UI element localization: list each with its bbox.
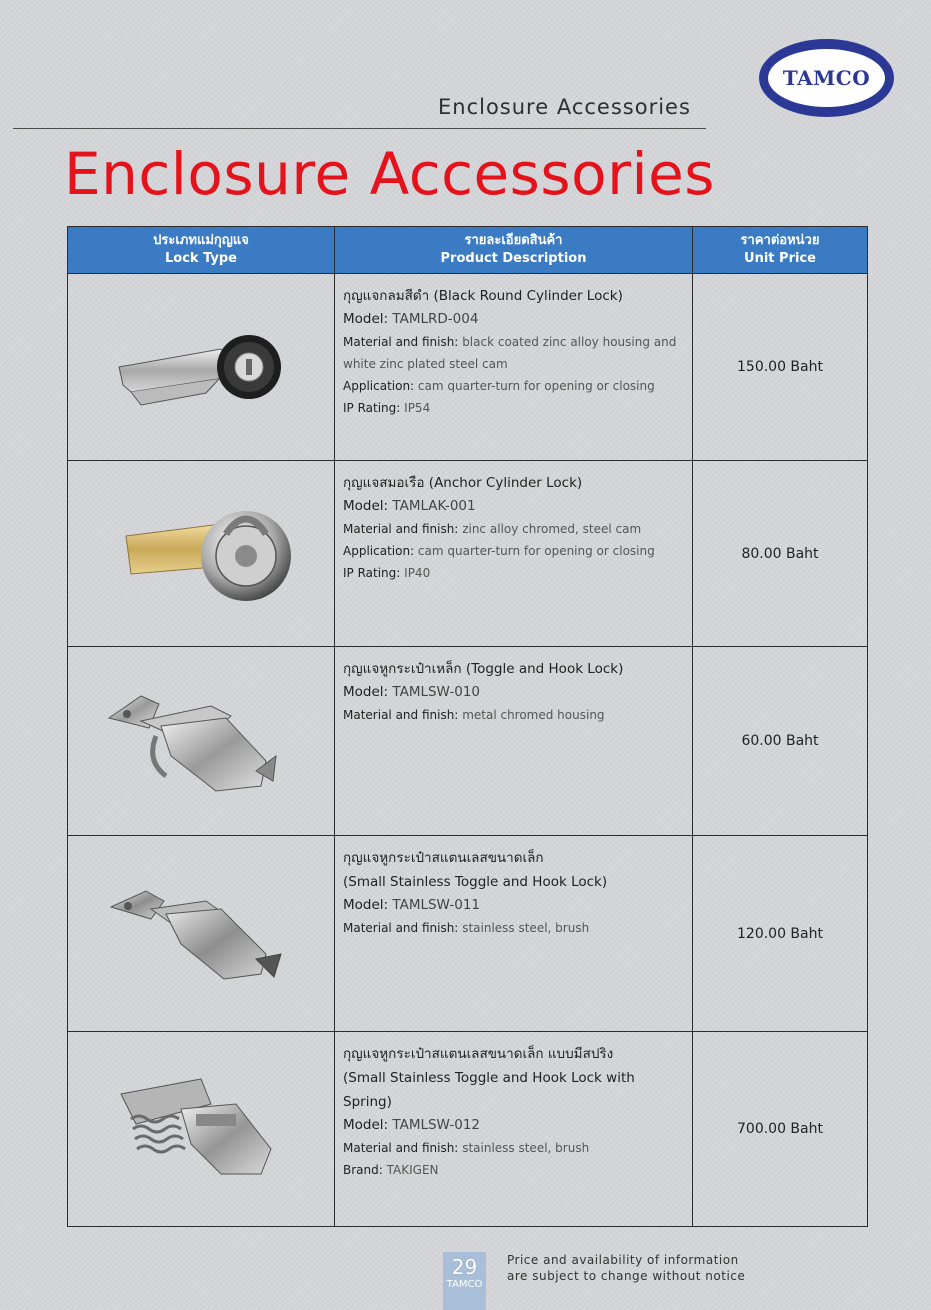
page-number-tab [443, 1252, 486, 1310]
spec-line [343, 353, 684, 375]
spec-value: cam quarter-turn for opening or closing [417, 379, 655, 393]
spec-label: IP Rating: [343, 566, 401, 580]
product-title: กุญแจหูกระเป๋าเหล็ก (Toggle and Hook Lock) [343, 661, 624, 677]
model-label: Model: [343, 311, 389, 327]
product-model [343, 1114, 684, 1137]
page-number: 29 [451, 1255, 478, 1279]
small-stainless-toggle-lock-image [106, 879, 296, 989]
spec-line [343, 397, 684, 419]
column-header-en: Unit Price [744, 251, 816, 266]
table-row [68, 461, 868, 647]
spec-label: Brand: [343, 1163, 383, 1177]
model-value: TAMLSW-012 [392, 1117, 481, 1133]
product-title-english: (Small Stainless Toggle and Hook Lock with Spring) [343, 1070, 635, 1110]
spec-line [343, 917, 684, 939]
spec-line [343, 375, 684, 397]
spec-line [343, 331, 684, 353]
spec-value: metal chromed housing [462, 708, 605, 722]
product-image-cell [68, 461, 335, 647]
tamco-logo [759, 39, 894, 117]
product-title: กุญแจสมอเรือ (Anchor Cylinder Lock) [343, 475, 583, 491]
product-description-cell [335, 647, 693, 836]
model-label: Model: [343, 897, 389, 913]
product-image-cell [68, 647, 335, 836]
spec-line [343, 1159, 684, 1181]
column-header-th: ราคาต่อหน่วย [740, 233, 820, 248]
spec-value: white zinc plated steel cam [343, 357, 508, 371]
spec-line [343, 704, 684, 726]
unit-price: 60.00 Baht [693, 647, 868, 836]
product-table [67, 226, 868, 1227]
product-image-cell [68, 836, 335, 1032]
spec-value: TAKIGEN [386, 1163, 439, 1177]
column-header-th: ประเภทแม่กุญแจ [153, 233, 249, 248]
product-image-cell [68, 1032, 335, 1227]
unit-price: 150.00 Baht [693, 274, 868, 461]
column-header-price [693, 227, 868, 274]
spec-line [343, 1137, 684, 1159]
spec-line [343, 540, 684, 562]
table-row [68, 1032, 868, 1227]
product-description-cell [335, 836, 693, 1032]
anchor-cylinder-lock-image [101, 494, 301, 614]
product-title: กุญแจหูกระเป๋าสแตนเลสขนาดเล็ก แบบมีสปริง [343, 1046, 614, 1062]
product-description-cell [335, 461, 693, 647]
table-row [68, 647, 868, 836]
footer-brand: TAMCO [446, 1279, 483, 1290]
spring-toggle-lock-image [111, 1069, 291, 1189]
spec-value: IP40 [404, 566, 431, 580]
spec-value: stainless steel, brush [462, 921, 590, 935]
section-title: Enclosure Accessories [438, 95, 691, 119]
column-header-en: Lock Type [164, 251, 237, 266]
model-label: Model: [343, 1117, 389, 1133]
spec-value: stainless steel, brush [462, 1141, 590, 1155]
spec-value: cam quarter-turn for opening or closing [417, 544, 655, 558]
spec-label: IP Rating: [343, 401, 401, 415]
column-header-description [335, 227, 693, 274]
model-value: TAMLAK-001 [392, 498, 476, 514]
product-model [343, 308, 684, 331]
spec-label: Application: [343, 544, 415, 558]
footer-note-line: Price and availability of information [507, 1253, 739, 1267]
model-value: TAMLSW-011 [392, 897, 481, 913]
spec-line [343, 562, 684, 584]
toggle-hook-lock-image [101, 676, 301, 806]
black-round-cylinder-lock-image [101, 307, 301, 427]
product-title-english: (Small Stainless Toggle and Hook Lock) [343, 874, 608, 890]
model-label: Model: [343, 498, 389, 514]
logo-text: TAMCO [768, 49, 885, 107]
spec-label: Material and finish: [343, 522, 459, 536]
product-model [343, 681, 684, 704]
spec-value: IP54 [404, 401, 431, 415]
unit-price: 700.00 Baht [693, 1032, 868, 1227]
table-row [68, 274, 868, 461]
spec-label: Material and finish: [343, 921, 459, 935]
model-value: TAMLRD-004 [392, 311, 479, 327]
header-divider [13, 128, 706, 129]
product-title: กุญแจหูกระเป๋าสแตนเลสขนาดเล็ก [343, 850, 544, 866]
product-description-cell [335, 1032, 693, 1227]
product-description-cell [335, 274, 693, 461]
product-title: กุญแจกลมสีดำ (Black Round Cylinder Lock) [343, 288, 623, 304]
spec-value: zinc alloy chromed, steel cam [462, 522, 642, 536]
column-header-en: Product Description [440, 251, 587, 266]
product-model [343, 894, 684, 917]
model-value: TAMLSW-010 [392, 684, 481, 700]
product-model [343, 495, 684, 518]
spec-value: black coated zinc alloy housing and [462, 335, 677, 349]
table-header-row [68, 227, 868, 274]
column-header-th: รายละเอียดสินค้า [464, 233, 563, 248]
spec-label: Material and finish: [343, 708, 459, 722]
spec-label: Application: [343, 379, 415, 393]
spec-line [343, 518, 684, 540]
footer-note-line: are subject to change without notice [507, 1269, 746, 1283]
model-label: Model: [343, 684, 389, 700]
column-header-lock-type [68, 227, 335, 274]
spec-label: Material and finish: [343, 335, 459, 349]
spec-label: Material and finish: [343, 1141, 459, 1155]
page-title: Enclosure Accessories [64, 140, 715, 208]
footer-note [507, 1252, 745, 1284]
table-row [68, 836, 868, 1032]
unit-price: 120.00 Baht [693, 836, 868, 1032]
product-image-cell [68, 274, 335, 461]
unit-price: 80.00 Baht [693, 461, 868, 647]
